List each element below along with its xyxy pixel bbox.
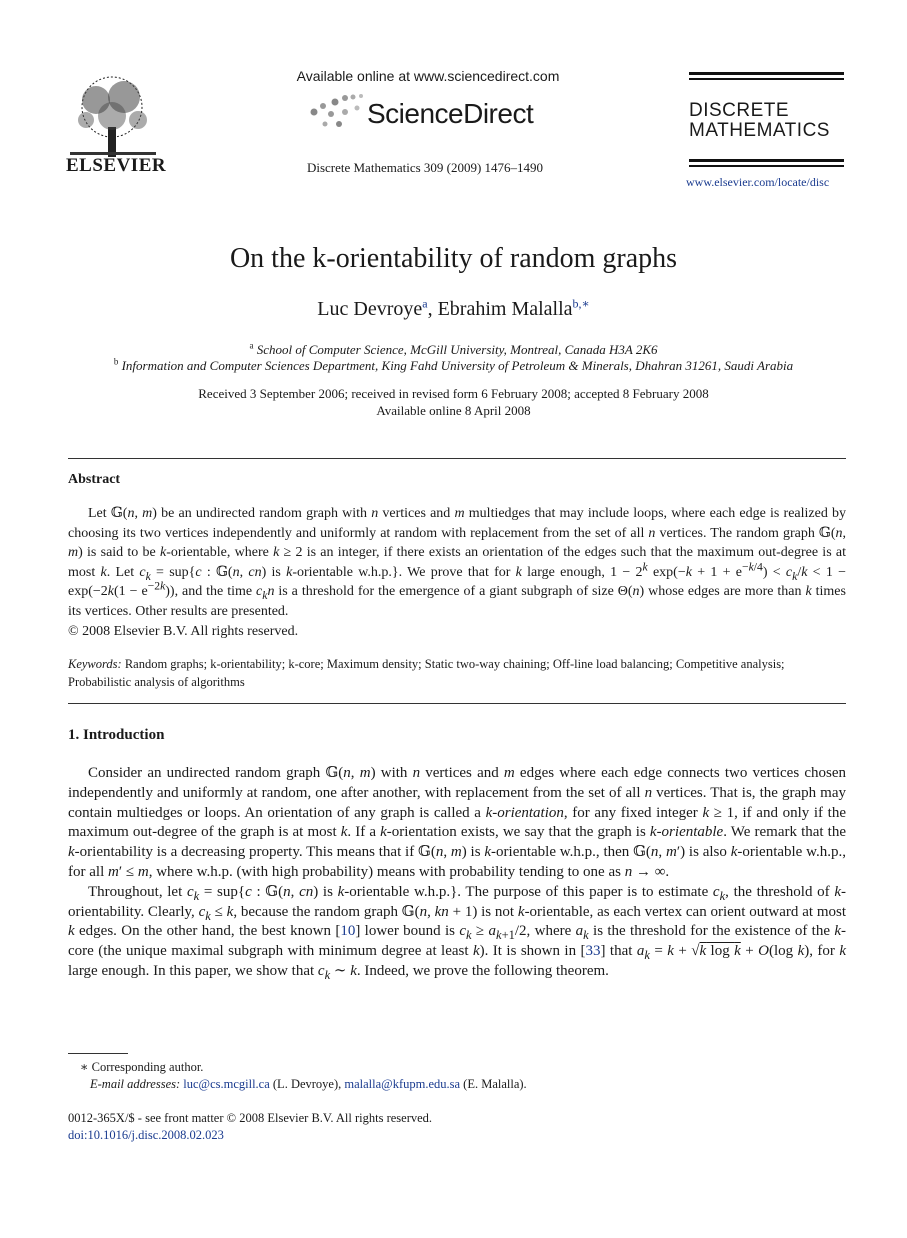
footnote-rule <box>68 1053 128 1054</box>
author-devroye-mark[interactable]: a <box>422 296 428 311</box>
email-malalla-link[interactable]: malalla@kfupm.edu.sa <box>344 1077 461 1091</box>
intro-paragraph-2: Throughout, let $c_k = sup\{c$ : 𝔾(n, cn) is k-orientable w.h.p.}. The purpose of this paper is to estimate $c_k$, the threshold of k-orientability. Clearly, $c_k \le k$, because the random graph 𝔾(n, kn + 1) is not k-orientable, as each vertex can orient outward at most k edges. On the other hand, the best known [10] lower bound is $c_k \ge a_{k+1}/2$, where $a_k$ is the threshold for the existence of the k-core (the unique maximal subgraph with minimum degree at least k). It is shown in [33] that $a_k = k + √k$ log k + O(log k), for k large enough. In this paper, we show that $c_k$ ∼ k. Indeed, we prove the following theorem. <box>68 883 847 982</box>
affiliation-a-mark: a <box>249 340 254 351</box>
journal-top-rule <box>689 72 844 75</box>
journal-bottom-rule-2 <box>689 165 844 167</box>
keywords-text: Random graphs; k-orientability; k-core; Maximum density; Static two-way chaining; Off-line load balancing; Competitive analysis; Probabilistic analysis of algorithms <box>68 657 785 689</box>
affiliation-a-text: School of Computer Science, McGill University, Montreal, Canada H3A 2K6 <box>256 342 658 357</box>
footer-doi-link[interactable]: doi:10.1016/j.disc.2008.02.023 <box>68 1128 224 1142</box>
keywords-label: Keywords: <box>68 657 122 671</box>
intro-paragraph-1: Consider an undirected random graph 𝔾(n, m) with n vertices and m edges where each edge connects two vertices chosen independently and uniformly at random, one after another, with replacement from the set of all n vertices. That is, the graph may contain multiedges or loops. An orientation of any graph is called a k-orientation, for any fixed integer k ≥ 1, if and only if the maximum out-degree of the graph is at most k. If a k-orientation exists, we say that the graph is k-orientable. We remark that the k-orientability is a decreasing property. This means that if 𝔾(n, m) is k-orientable w.h.p., then 𝔾(n, m′) is also k-orientable w.h.p., for all m′ ≤ m, where w.h.p. (with high probability) means with probability tending to one as n → ∞. <box>68 765 847 880</box>
section-heading-introduction: 1. Introduction <box>68 727 165 743</box>
abstract-heading: Abstract <box>68 472 121 487</box>
email-devroye-link[interactable]: luc@cs.mcgill.ca <box>183 1077 270 1091</box>
sciencedirect-dots-icon <box>309 92 369 132</box>
citation-link-33[interactable]: 33 <box>585 943 601 960</box>
article-title: On the k-orientability of random graphs <box>229 243 678 274</box>
footnote-corresponding <box>68 1059 846 1076</box>
footnote-corresponding-text: Corresponding author. <box>91 1060 204 1074</box>
journal-name-line1: DISCRETE <box>689 100 790 121</box>
keywords <box>68 655 846 691</box>
sciencedirect-wordmark: ScienceDirect <box>367 98 534 129</box>
abstract-paragraph: Let 𝔾(n, m) be an undirected random graph with n vertices and m multiedges that may include loops, where each edge is realized by choosing its two vertices independently and uniformly at random with replacement from the set of all n vertices. The random graph 𝔾(n, m) is said to be k-orientable, where k ≥ 2 is an integer, if there exists an orientation of the edges such that the maximum out-degree is at most k. Let $c_k = sup\{c$ : 𝔾(n, cn) is k-orientable w.h.p.}. We prove that for k large enough, $1 - 2^k$ $\exp(-k + 1 + e^{-k/4}) < c_k/k < 1 - \exp(-2k(1 - e^{-2k}))$, and the time $c_kn$ is a threshold for the emergence of a giant subgraph of size Θ(n) whose edges are more than k times its vertices. Other results are presented. <box>68 506 847 619</box>
citation-link-10[interactable]: 10 <box>340 923 356 940</box>
divider-top <box>68 458 846 459</box>
abstract-body <box>68 504 846 641</box>
affiliation-b-text: Information and Computer Sciences Department, King Fahd University of Petroleum & Minerals, Dhahran 31261, Saudi Arabia <box>121 358 794 373</box>
journal-citation: Discrete Mathematics 309 (2009) 1476–1490 <box>306 160 544 175</box>
journal-top-rule-2 <box>689 78 844 80</box>
affiliation-a <box>0 342 907 358</box>
journal-name <box>689 101 849 141</box>
footer-issn: 0012-365X/$ - see front matter © 2008 Elsevier B.V. All rights reserved. <box>68 1111 433 1125</box>
publisher-name: ELSEVIER <box>66 155 167 176</box>
abstract-copyright: © 2008 Elsevier B.V. All rights reserved. <box>68 623 299 639</box>
introduction-body <box>68 764 846 982</box>
footnote-emails <box>68 1076 868 1093</box>
email-devroye-name: (L. Devroye), <box>272 1077 342 1091</box>
email-malalla-name: (E. Malalla). <box>463 1077 527 1091</box>
journal-bottom-rule <box>689 159 844 162</box>
email-label: E-mail addresses: <box>90 1077 181 1091</box>
author-devroye[interactable]: Luc Devroye <box>317 298 423 320</box>
author-list: Luc Devroye$^a$, Ebrahim Malalla$^{b,∗}$ <box>317 296 590 320</box>
author-malalla[interactable]: Ebrahim Malalla <box>437 298 573 320</box>
journal-url-link[interactable]: www.elsevier.com/locate/disc <box>686 175 830 189</box>
footnote-star: ∗ <box>80 1060 89 1074</box>
author-malalla-mark[interactable]: b,∗ <box>572 296 590 311</box>
affiliation-b <box>0 358 907 374</box>
journal-name-line2: MATHEMATICS <box>689 120 830 141</box>
received-dates: Received 3 September 2006; received in revised form 6 February 2008; accepted 8 February 2008 <box>198 386 709 401</box>
divider-bottom <box>68 703 846 704</box>
available-date: Available online 8 April 2008 <box>376 403 531 418</box>
affiliation-b-mark: b <box>113 356 119 367</box>
available-online-text: Available online at www.sciencedirect.com <box>296 68 560 84</box>
